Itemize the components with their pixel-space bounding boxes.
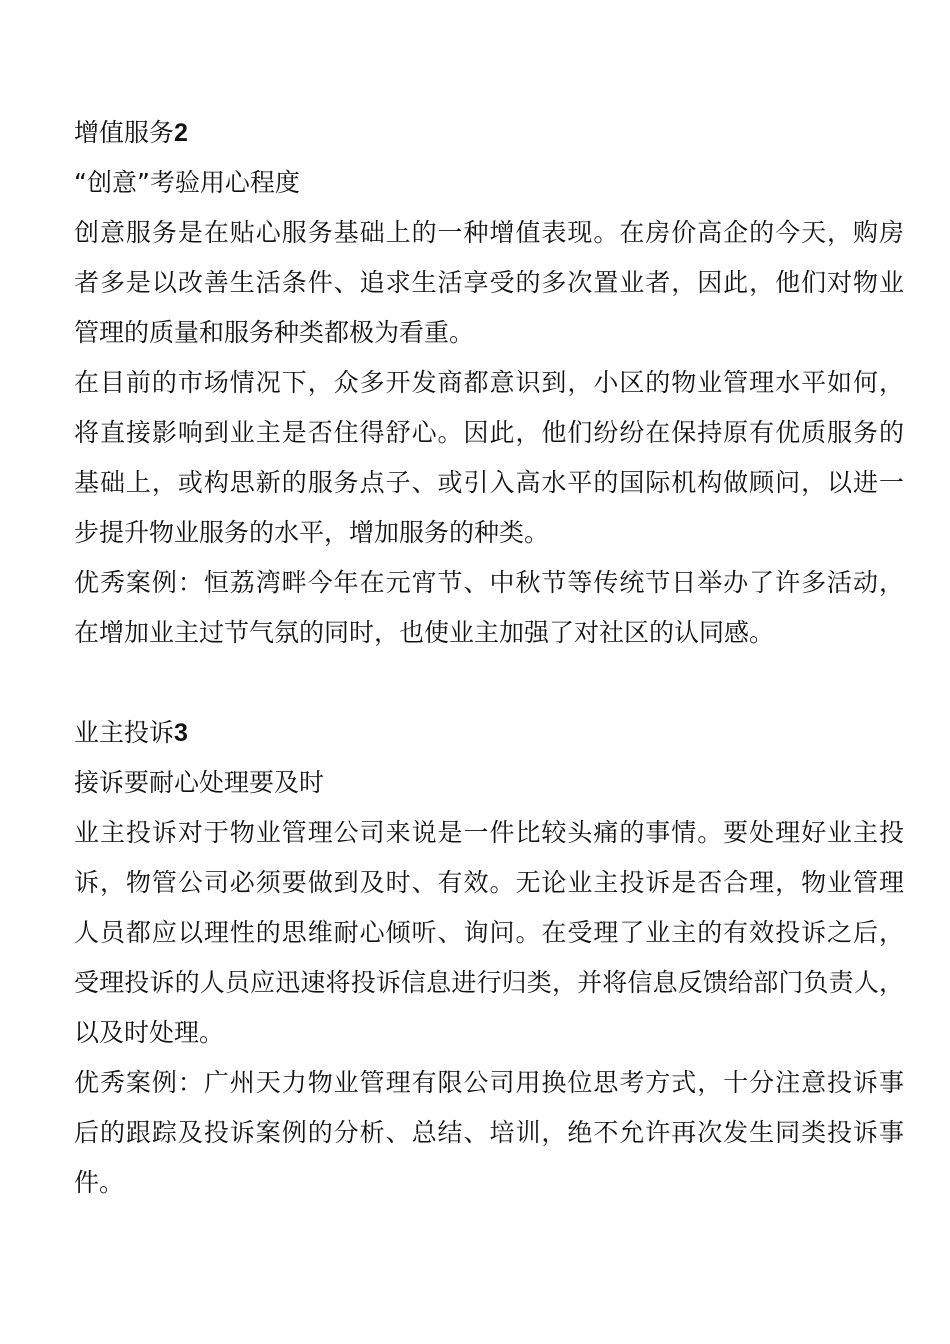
section-title	[74, 108, 904, 158]
paragraph-line: 人员都应以理性的思维耐心倾听、询问。在受理了业主的有效投诉之后，	[74, 918, 904, 947]
section-number: 2	[174, 119, 188, 147]
section-number: 3	[174, 719, 188, 747]
paragraph-line: 诉，物管公司必须要做到及时、有效。无论业主投诉是否合理，物业管理	[74, 868, 904, 897]
section-subtitle: “创意”考验用心程度	[74, 168, 300, 197]
section-title-text: 业主投诉	[74, 718, 175, 747]
section-title-text: 增值服务	[74, 118, 175, 147]
section-title	[74, 708, 904, 758]
paragraph-line: 管理的质量和服务种类都极为看重。	[74, 318, 475, 347]
case-line: 在增加业主过节气氛的同时，也使业主加强了对社区的认同感。	[74, 618, 775, 647]
paragraph-line: 受理投诉的人员应迅速将投诉信息进行归类，并将信息反馈给部门负责人，	[74, 968, 904, 997]
paragraph-line: 基础上，或构思新的服务点子、或引入高水平的国际机构做顾问，以进一	[74, 468, 904, 497]
paragraph-line: 业主投诉对于物业管理公司来说是一件比较头痛的事情。要处理好业主投	[74, 818, 904, 847]
case-line: 件。	[74, 1168, 125, 1197]
paragraph-line: 者多是以改善生活条件、追求生活享受的多次置业者，因此，他们对物业	[74, 268, 904, 297]
case-line: 优秀案例：广州天力物业管理有限公司用换位思考方式，十分注意投诉事	[74, 1068, 904, 1097]
paragraph-line: 将直接影响到业主是否住得舒心。因此，他们纷纷在保持原有优质服务的	[74, 418, 904, 447]
case-line: 后的跟踪及投诉案例的分析、总结、培训，绝不允许再次发生同类投诉事	[74, 1118, 904, 1147]
paragraph-line: 以及时处理。	[74, 1018, 225, 1047]
case-line: 优秀案例：恒荔湾畔今年在元宵节、中秋节等传统节日举办了许多活动，	[74, 568, 904, 597]
paragraph-line: 创意服务是在贴心服务基础上的一种增值表现。在房价高企的今天，购房	[74, 218, 904, 247]
paragraph-line: 步提升物业服务的水平，增加服务的种类。	[74, 518, 550, 547]
section-subtitle: 接诉要耐心处理要及时	[74, 768, 325, 797]
paragraph-line: 在目前的市场情况下，众多开发商都意识到，小区的物业管理水平如何，	[74, 368, 904, 397]
